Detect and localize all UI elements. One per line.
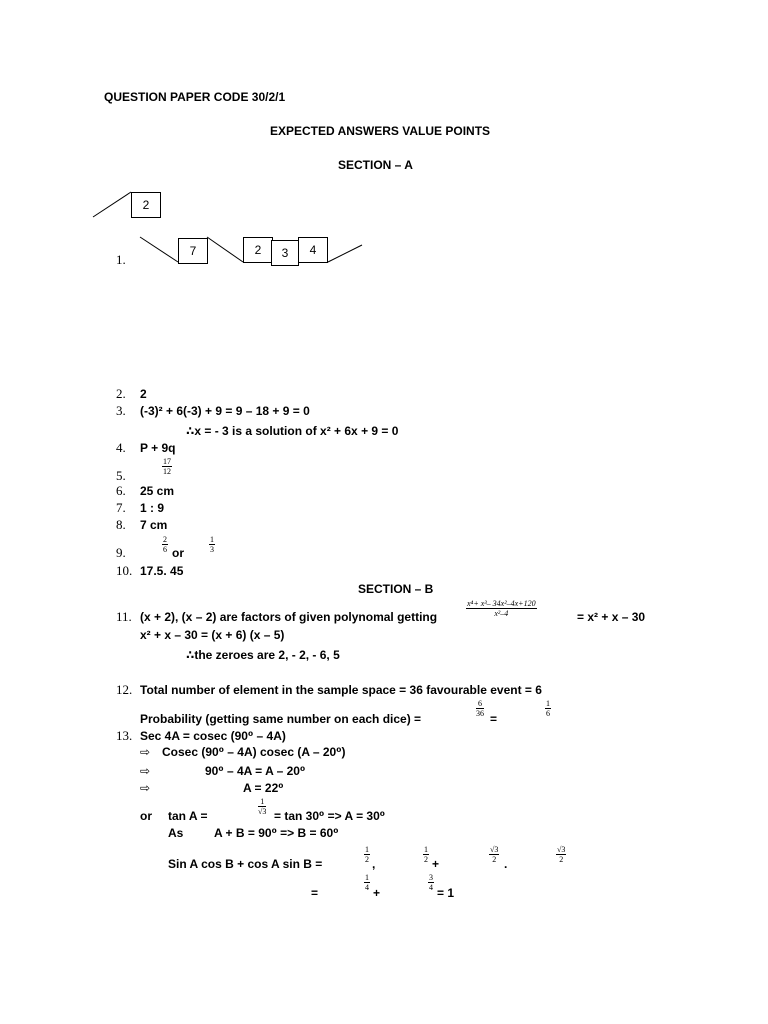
q3-answer: (-3)² + 6(-3) + 9 = 9 – 18 + 9 = 0 bbox=[140, 404, 310, 418]
q11-number: 11. bbox=[116, 609, 132, 624]
q1-box-2: 2 bbox=[243, 237, 273, 263]
q4-answer: P + 9q bbox=[140, 441, 176, 455]
q11-result: = x² + x – 30 bbox=[577, 610, 646, 624]
q13-step-3: A = 22⁰ bbox=[243, 781, 284, 795]
page-title: EXPECTED ANSWERS VALUE POINTS bbox=[270, 124, 491, 138]
q11-line-2: x² + x – 30 = (x + 6) (x – 5) bbox=[140, 628, 285, 642]
q13-number: 13. bbox=[116, 728, 133, 743]
q11-line-3: ∴the zeroes are 2, - 2, - 6, 5 bbox=[186, 648, 340, 662]
q13-as: As bbox=[168, 826, 184, 840]
q13-fraction-2-sep: + bbox=[432, 857, 440, 871]
q1-box-4: 4 bbox=[298, 237, 328, 263]
q13-sin-lhs: Sin A cos B + cos A sin B = bbox=[168, 857, 323, 871]
q13-tan-lhs: tan A = bbox=[168, 809, 208, 823]
section-a-heading: SECTION – A bbox=[338, 158, 413, 172]
q13-fraction-1-sep: , bbox=[372, 857, 376, 871]
q13-fraction-6: $\frac{3}{4}$ bbox=[429, 873, 433, 892]
q3-number: 3. bbox=[116, 403, 126, 418]
q13-fraction-5-sep: + bbox=[373, 886, 381, 900]
q13-fraction-4: $\frac{√3}{2}$ bbox=[557, 845, 566, 864]
q4-number: 4. bbox=[116, 440, 126, 455]
q13-line-1: Sec 4A = cosec (90⁰ – 4A) bbox=[140, 729, 286, 743]
q10-number: 10. bbox=[116, 563, 133, 578]
q1-box-3: 3 bbox=[271, 240, 299, 266]
q12-fraction-1: $\frac{6}{36}$ bbox=[476, 699, 484, 718]
q1-top-box: 2 bbox=[131, 192, 161, 218]
section-b-heading: SECTION – B bbox=[358, 582, 434, 596]
q8-number: 8. bbox=[116, 517, 126, 532]
q2-number: 2. bbox=[116, 386, 126, 401]
arrow-icon: ⇨ bbox=[140, 781, 151, 795]
q13-equals: = bbox=[311, 886, 319, 900]
q13-fraction-1: $\frac{1}{2}$ bbox=[365, 845, 369, 864]
q12-number: 12. bbox=[116, 682, 133, 697]
q9-or: or bbox=[172, 546, 184, 560]
arrow-icon: ⇨ bbox=[140, 764, 151, 778]
q13-or: or bbox=[140, 809, 152, 823]
q7-number: 7. bbox=[116, 500, 126, 515]
q13-result: = 1 bbox=[437, 886, 455, 900]
q13-fraction-5: $\frac{1}{4}$ bbox=[365, 873, 369, 892]
q13-fraction-3: $\frac{√3}{2}$ bbox=[490, 845, 499, 864]
q13-as-rhs: A + B = 90⁰ => B = 60⁰ bbox=[214, 826, 339, 840]
q9-fraction-2: $\frac{1}{3}$ bbox=[210, 535, 214, 554]
arrow-icon: ⇨ bbox=[140, 745, 151, 759]
q5-number: 5. bbox=[116, 468, 126, 483]
q12-fraction-2: $\frac{1}{6}$ bbox=[546, 699, 550, 718]
q13-tan-rhs: = tan 30⁰ => A = 30⁰ bbox=[274, 809, 386, 823]
q2-answer: 2 bbox=[140, 387, 147, 401]
q6-number: 6. bbox=[116, 483, 126, 498]
q13-fraction-3-sep: . bbox=[504, 857, 508, 871]
q5-fraction: $\frac{17}{12}$ bbox=[163, 457, 171, 476]
q6-answer: 25 cm bbox=[140, 484, 175, 498]
q11-polynomial-fraction: $\frac{\text{x⁴+ x³– 34x²–4x+120}}{\text{x²–4}}$ bbox=[467, 599, 536, 618]
q8-answer: 7 cm bbox=[140, 518, 168, 532]
q3-conclusion: ∴x = - 3 is a solution of x² + 6x + 9 = 0 bbox=[186, 424, 399, 438]
q12-equals: = bbox=[490, 712, 498, 726]
q11-line-1: (x + 2), (x – 2) are factors of given polynomal getting bbox=[140, 610, 438, 624]
q7-answer: 1 : 9 bbox=[140, 501, 165, 515]
q13-step-2: 90⁰ – 4A = A – 20⁰ bbox=[205, 764, 306, 778]
q13-fraction-2: $\frac{1}{2}$ bbox=[424, 845, 428, 864]
q13-step-1: Cosec (90⁰ – 4A) cosec (A – 20⁰) bbox=[162, 745, 346, 759]
q12-line-1: Total number of element in the sample space = 36 favourable event = 6 bbox=[140, 683, 542, 697]
q9-number: 9. bbox=[116, 545, 126, 560]
q12-line-2: Probability (getting same number on each dice) = bbox=[140, 712, 422, 726]
q9-fraction-1: $\frac{2}{6}$ bbox=[163, 535, 167, 554]
paper-code: QUESTION PAPER CODE 30/2/1 bbox=[104, 90, 286, 104]
q10-answer: 17.5. 45 bbox=[140, 564, 184, 578]
q1-box-1: 7 bbox=[178, 238, 208, 264]
q1-number: 1. bbox=[116, 252, 126, 267]
q13-tan-fraction: $\frac{1}{√3}$ bbox=[258, 797, 267, 816]
